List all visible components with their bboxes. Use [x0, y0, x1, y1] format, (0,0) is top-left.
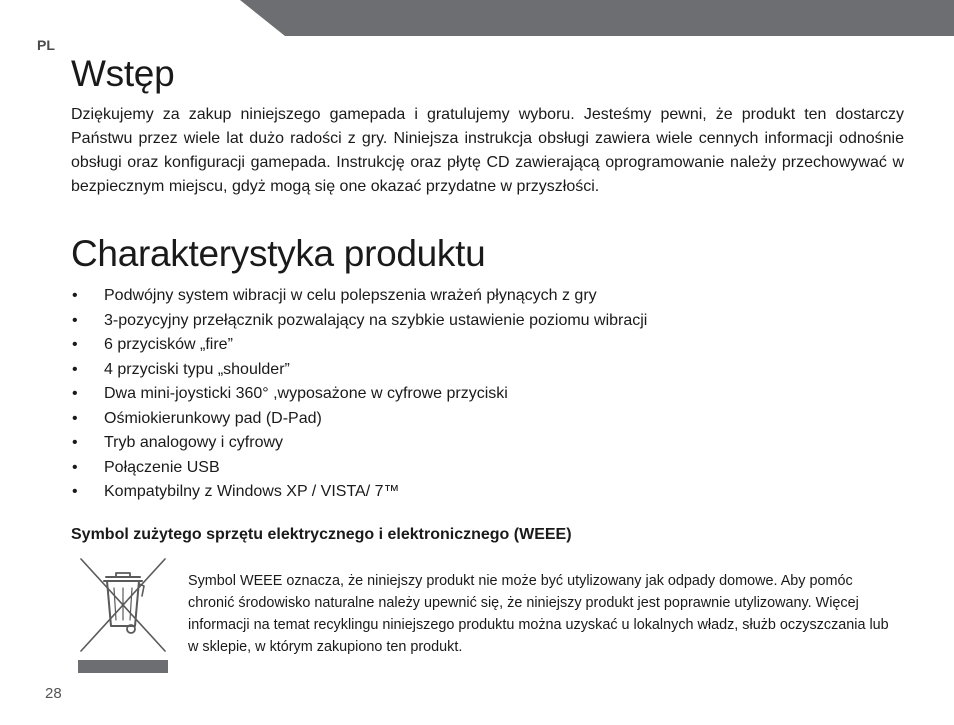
weee-paragraph: Symbol WEEE oznacza, że niniejszy produkt nie może być utylizowany jak odpady domowe. Aby pomóc chronić środowisko naturalne należy upewnić się, że niniejszy produkt jest poprawnie utylizowany. Więcej informacji na temat recyklingu niniejszego produktu można uzyskać u lokalnych władz, służb oczyszczania lub w sklepie, w którym zakupiono ten produkt. — [188, 573, 889, 655]
bullet-icon: • — [72, 336, 78, 353]
bullet-icon: • — [72, 385, 78, 402]
feature-label: Ośmiokierunkowy pad (D-Pad) — [104, 409, 322, 427]
list-item — [71, 284, 904, 309]
feature-label: Podwójny system wibracji w celu polepszenia wrażeń płynących z gry — [104, 287, 597, 304]
list-item — [71, 309, 904, 334]
feature-label: Dwa mini-joysticki 360° ,wyposażone w cyfrowe przyciski — [104, 385, 508, 402]
list-item — [71, 358, 904, 383]
bullet-icon: • — [72, 458, 78, 476]
page-number: 28 — [45, 685, 62, 702]
list-item — [71, 382, 904, 407]
list-item — [71, 480, 904, 505]
crossed-out-wheelie-bin-icon — [78, 556, 168, 674]
list-item — [71, 456, 904, 481]
feature-label: 4 przyciski typu „shoulder” — [104, 360, 290, 378]
header-band — [0, 0, 954, 36]
feature-label: Kompatybilny z Windows XP / VISTA/ 7™ — [104, 483, 400, 500]
bullet-icon: • — [72, 409, 78, 427]
intro-title: Wstęp — [71, 53, 175, 94]
intro-paragraph: Dziękujemy za zakup niniejszego gamepada i gratulujemy wyboru. Jesteśmy pewni, że produkt ten dostarczy Państwu przez wiele lat dużo radości z gry. Niniejsza instrukcja obsługi zawiera wiele cennych informacji odnośnie obsługi oraz konfiguracji gamepada. Instrukcję oraz płytę CD zawierającą oprogramowanie należy przechowywać w bezpiecznym miejscu, gdyż mogą się one okazać przydatne w przyszłości. — [71, 106, 904, 195]
feature-label: 6 przycisków „fire” — [104, 336, 233, 353]
language-code: PL — [37, 37, 55, 53]
list-item — [71, 333, 904, 358]
bullet-icon: • — [72, 483, 78, 500]
bullet-icon: • — [72, 434, 78, 451]
bullet-icon: • — [72, 287, 78, 304]
weee-heading: Symbol zużytego sprzętu elektrycznego i elektronicznego (WEEE) — [71, 526, 572, 543]
bullet-icon: • — [72, 311, 78, 329]
list-item — [71, 431, 904, 456]
feature-label: 3-pozycyjny przełącznik pozwalający na szybkie ustawienie poziomu wibracji — [104, 311, 648, 329]
list-item — [71, 407, 904, 432]
bullet-icon: • — [72, 360, 78, 378]
feature-label: Połączenie USB — [104, 458, 220, 476]
features-list — [71, 284, 904, 505]
feature-label: Tryb analogowy i cyfrowy — [104, 434, 284, 451]
features-title: Charakterystyka produktu — [71, 233, 486, 274]
